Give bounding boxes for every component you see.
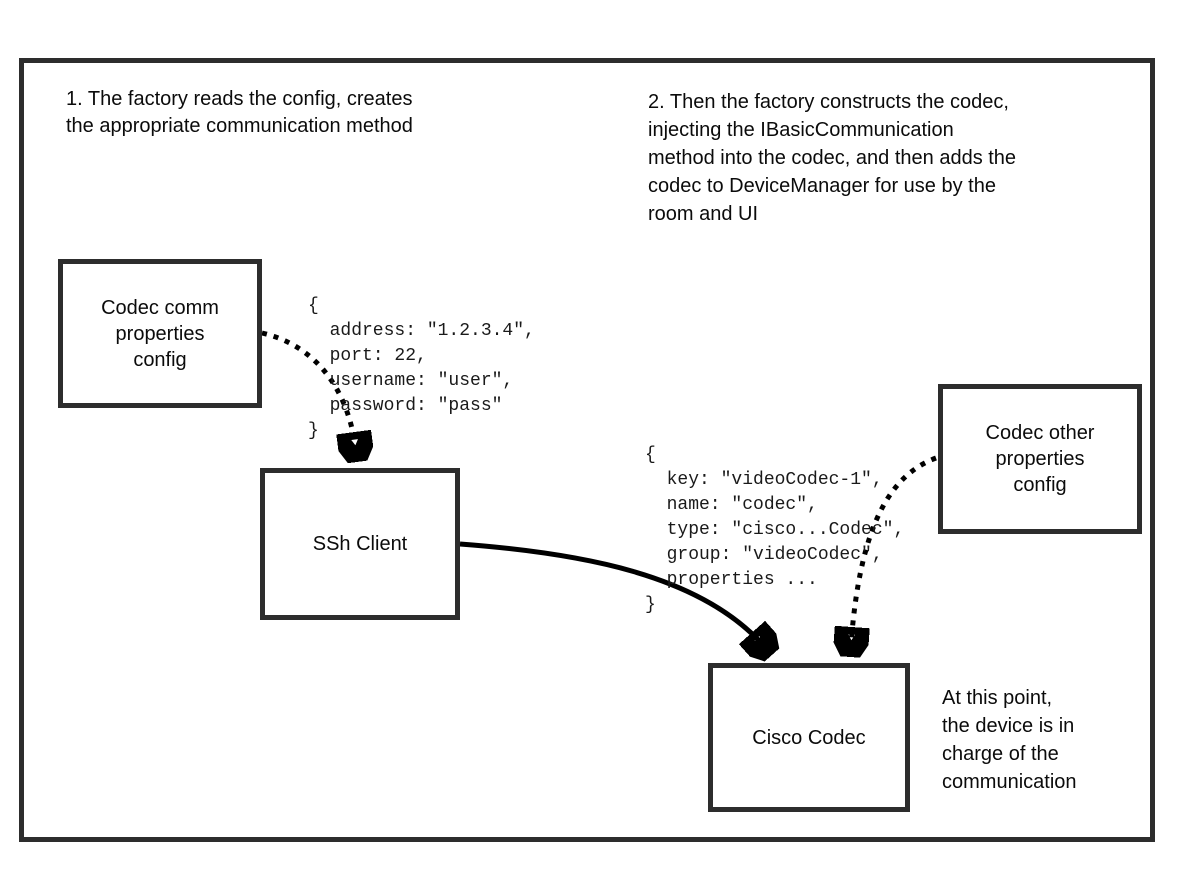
node-ssh-client-label: SSh Client [312, 533, 408, 555]
code-comm-properties: { address: "1.2.3.4", port: 22, username: "user", password: "pass" } [308, 296, 535, 441]
note-endpoint: At this point, the device is in charge of the communication [942, 687, 1077, 793]
node-codec-comm-config [58, 259, 262, 408]
code-codec-properties: { key: "videoCodec-1", name: "codec", type: "cisco...Codec", group: "videoCodec", properties ... } [645, 445, 905, 615]
node-codec-comm-config-label: Codec comm properties config [101, 296, 219, 371]
node-cisco-codec [708, 663, 910, 812]
node-ssh-client [260, 468, 460, 620]
note-step1: 1. The factory reads the config, creates the appropriate communication method [66, 88, 413, 137]
note-step2: 2. Then the factory constructs the codec, injecting the IBasicCommunication method into the codec, and then adds the codec to DeviceManager for use by the room and UI [648, 91, 1017, 225]
node-cisco-codec-label: Cisco Codec [752, 726, 866, 749]
node-codec-other-config-label: Codec other properties config [985, 422, 1095, 496]
node-codec-other-config [938, 384, 1142, 534]
